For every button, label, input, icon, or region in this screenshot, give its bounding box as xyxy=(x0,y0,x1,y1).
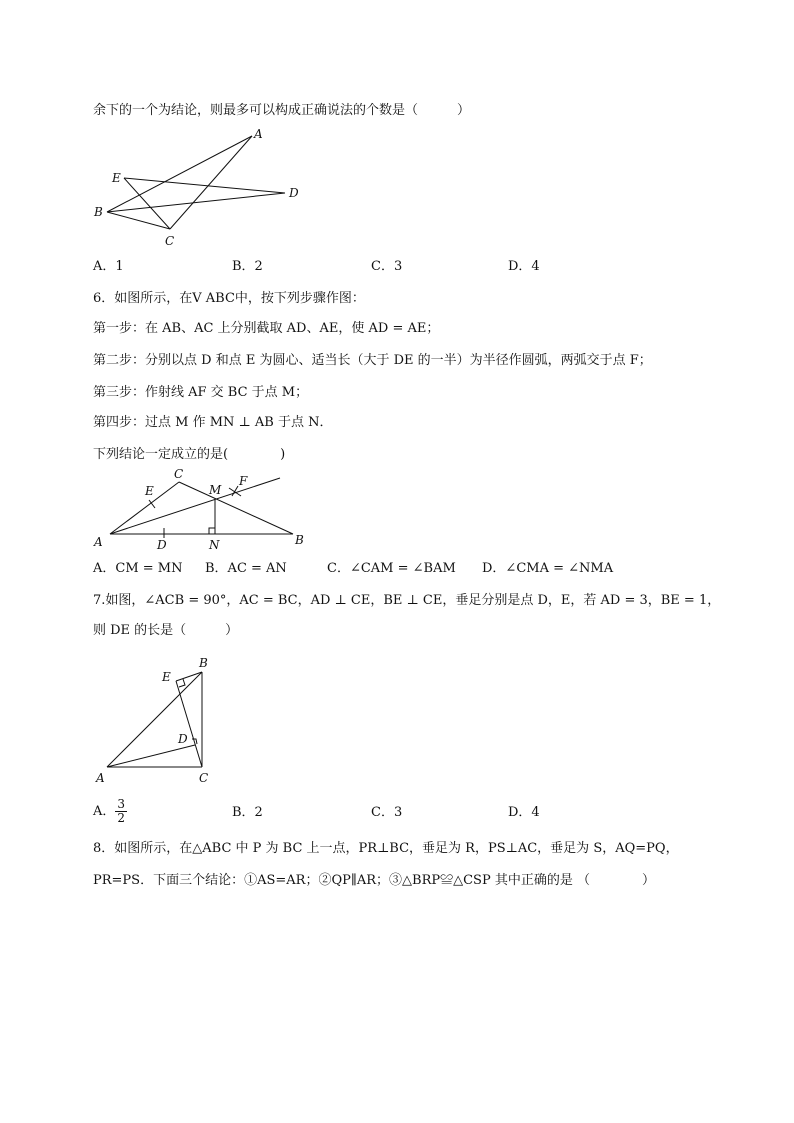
q8-stem-line1: 8．如图所示，在△ABC 中 P 为 BC 上一点，PR⊥BC，垂足为 R，PS⊥AC，垂足为 S，AQ=PQ， xyxy=(93,841,679,856)
q7-right-angle-E xyxy=(179,679,185,687)
q5-label-E: E xyxy=(112,171,121,185)
q5-segment-CA xyxy=(170,136,252,229)
q5-choice-c[interactable]: C．3 xyxy=(371,259,403,274)
q6-ray-AF xyxy=(110,478,280,534)
q6-arc-F1 xyxy=(229,488,241,496)
q5-segment-BD xyxy=(107,193,285,212)
q6-intro: 6．如图所示，在V ABC中，按下列步骤作图： xyxy=(93,291,365,306)
q7-stem-line1: 7.如图，∠ACB = 90°，AC = BC，AD ⊥ CE，BE ⊥ CE，垂足分别是点 D，E，若 AD = 3，BE = 1， xyxy=(93,593,721,608)
q6-choice-a[interactable]: A．CM = MN xyxy=(93,561,183,576)
q7-label-D: D xyxy=(178,732,188,746)
q7-fraction-denominator: 2 xyxy=(117,811,126,825)
q5-choice-d[interactable]: D．4 xyxy=(508,259,540,274)
q6-label-C: C xyxy=(174,467,184,481)
q5-label-A: A xyxy=(254,127,263,141)
q7-label-B: B xyxy=(199,656,208,670)
q6-choice-b[interactable]: B．AC = AN xyxy=(205,561,287,576)
q6-step2: 第二步：分别以点 D 和点 E 为圆心、适当长（大于 DE 的一半）为半径作圆弧，两弧交于点 F； xyxy=(93,353,652,368)
q5-label-B: B xyxy=(94,205,103,219)
q7-label-E: E xyxy=(162,670,171,684)
q6-right-angle-mark xyxy=(209,528,215,534)
q5-segment-EC xyxy=(124,178,170,229)
q6-label-A: A xyxy=(94,535,103,549)
q6-label-M: M xyxy=(209,483,222,497)
q6-step3: 第三步：作射线 AF 交 BC 于点 M； xyxy=(93,385,309,400)
q6-choice-d[interactable]: D．∠CMA = ∠NMA xyxy=(482,561,614,576)
q7-choice-a[interactable] xyxy=(93,798,127,825)
q8-stem-line2: PR=PS．下面三个结论：①AS=AR；②QP∥AR；③△BRP≌△CSP 其中正确的是 （ ） xyxy=(93,873,655,888)
q5-label-D: D xyxy=(289,186,299,200)
q5-segment-BA xyxy=(107,136,252,212)
q6-label-D: D xyxy=(157,538,167,552)
q7-choice-a-fraction xyxy=(115,798,127,825)
q6-label-N: N xyxy=(209,538,220,552)
q7-stem-line2: 则 DE 的长是（ ） xyxy=(93,623,239,638)
q6-choice-c[interactable]: C．∠CAM = ∠BAM xyxy=(327,561,456,576)
q7-choice-d[interactable]: D．4 xyxy=(508,805,540,820)
q7-segment-AD xyxy=(107,745,195,767)
q5-choice-a[interactable]: A．1 xyxy=(93,259,124,274)
q6-label-E: E xyxy=(145,484,154,498)
q6-label-F: F xyxy=(239,474,248,488)
q7-label-A: A xyxy=(96,771,105,785)
q7-figure xyxy=(92,650,222,790)
q6-figure xyxy=(88,464,318,554)
q6-label-B: B xyxy=(295,533,304,547)
q6-step4: 第四步：过点 M 作 MN ⊥ AB 于点 N． xyxy=(93,415,333,430)
q7-choice-a-prefix: A． xyxy=(93,804,116,819)
q5-segment-BC xyxy=(107,212,170,229)
q7-label-C: C xyxy=(199,771,209,785)
q5-label-C: C xyxy=(165,234,175,248)
q7-choice-c[interactable]: C．3 xyxy=(371,805,403,820)
q6-step1: 第一步：在 AB、AC 上分别截取 AD、AE，使 AD = AE； xyxy=(93,321,440,336)
q5-choice-b[interactable]: B．2 xyxy=(232,259,263,274)
q6-question: 下列结论一定成立的是( ) xyxy=(93,447,286,462)
q7-choice-b[interactable]: B．2 xyxy=(232,805,263,820)
q5-figure xyxy=(88,124,308,254)
q7-segment-CE xyxy=(176,681,202,767)
q5-stem-tail: 余下的一个为结论，则最多可以构成正确说法的个数是（ ） xyxy=(93,103,471,118)
q7-fraction-numerator: 3 xyxy=(117,797,126,811)
